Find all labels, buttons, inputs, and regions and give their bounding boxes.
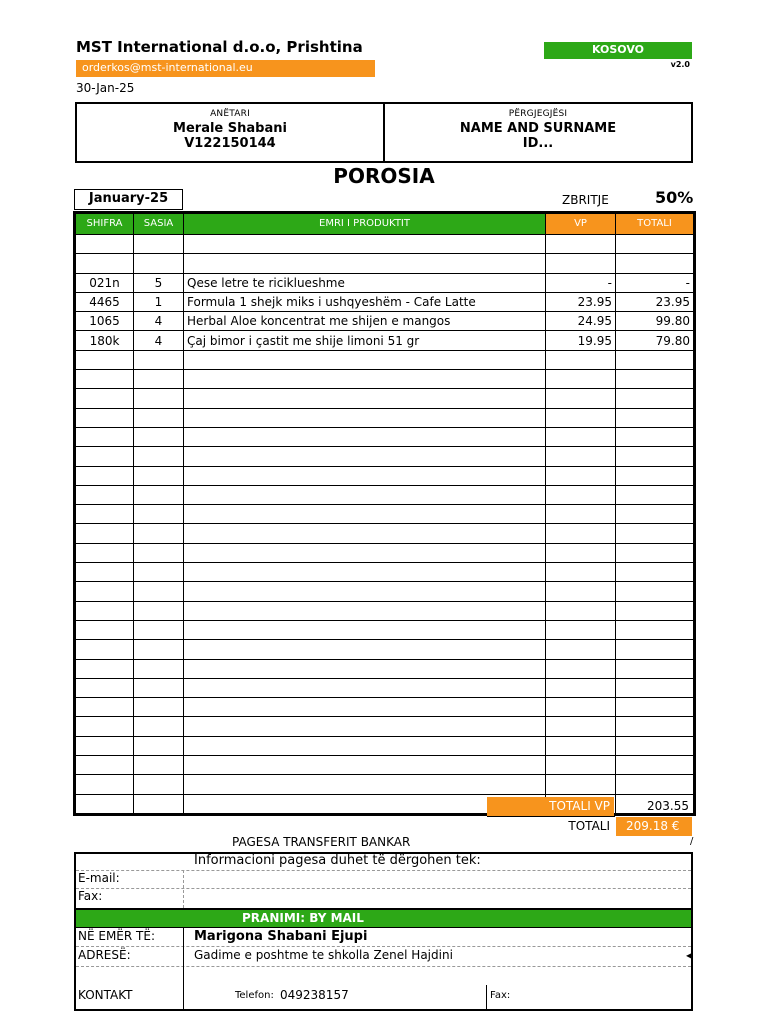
item-code[interactable] (76, 756, 134, 775)
item-vp[interactable] (546, 698, 616, 717)
total-label: TOTALI (568, 819, 610, 833)
item-code[interactable] (76, 370, 134, 389)
item-product-name[interactable] (184, 736, 546, 755)
item-code[interactable] (76, 620, 134, 639)
total-vp-value: 203.55 (647, 799, 689, 813)
item-product-name[interactable] (184, 427, 546, 446)
item-quantity[interactable] (134, 601, 184, 620)
order-email[interactable]: orderkos@mst-international.eu (76, 60, 375, 77)
item-product-name[interactable] (184, 601, 546, 620)
item-quantity[interactable] (134, 698, 184, 717)
item-quantity[interactable] (134, 370, 184, 389)
item-code[interactable] (76, 524, 134, 543)
table-row (76, 466, 694, 485)
discount-label: ZBRITJE (562, 193, 609, 207)
table-row (76, 736, 694, 755)
item-code[interactable]: 021n (76, 273, 134, 292)
item-quantity[interactable] (134, 254, 184, 273)
item-product-name[interactable] (184, 524, 546, 543)
item-quantity[interactable] (134, 563, 184, 582)
item-product-name[interactable] (184, 756, 546, 775)
item-total[interactable] (616, 775, 694, 794)
item-code[interactable] (76, 447, 134, 466)
member-label: ANËTARI (210, 109, 250, 119)
order-month: January-25 (74, 189, 183, 210)
col-header-vp: VP (546, 214, 616, 235)
item-quantity[interactable] (134, 543, 184, 562)
item-quantity[interactable] (134, 235, 184, 254)
item-code[interactable]: 4465 (76, 292, 134, 311)
table-row (76, 601, 694, 620)
item-total[interactable] (616, 756, 694, 775)
item-product-name[interactable]: Çaj bimor i çastit me shije limoni 51 gr (184, 331, 546, 350)
item-vp[interactable] (546, 524, 616, 543)
item-code[interactable] (76, 543, 134, 562)
item-quantity[interactable] (134, 466, 184, 485)
item-code[interactable] (76, 350, 134, 369)
item-product-name[interactable] (184, 485, 546, 504)
table-row (76, 563, 694, 582)
payment-title: PAGESA TRANSFERIT BANKAR (232, 835, 411, 849)
item-quantity[interactable] (134, 505, 184, 524)
recipient-address-label: ADRESË: (78, 948, 131, 962)
item-code[interactable] (76, 466, 134, 485)
contact-label: KONTAKT (78, 988, 133, 1002)
item-total[interactable] (616, 659, 694, 678)
item-vp[interactable] (546, 640, 616, 659)
phone-value: 049238157 (280, 988, 349, 1002)
table-row (76, 331, 694, 350)
responsible-label: PËRGJEGJËSI (508, 109, 568, 119)
item-quantity[interactable] (134, 794, 184, 813)
item-total[interactable] (616, 717, 694, 736)
table-row (76, 678, 694, 697)
item-total[interactable] (616, 601, 694, 620)
item-code[interactable] (76, 601, 134, 620)
item-code[interactable] (76, 775, 134, 794)
item-vp[interactable]: 24.95 (546, 312, 616, 331)
item-vp[interactable] (546, 254, 616, 273)
contact-fax-label: Fax: (490, 990, 511, 1001)
receipt-column-divider (183, 927, 184, 1009)
parties-box (75, 102, 693, 163)
item-quantity[interactable] (134, 408, 184, 427)
item-product-name[interactable] (184, 389, 546, 408)
item-product-name[interactable]: Formula 1 shejk miks i ushqyeshëm - Cafe Latte (184, 292, 546, 311)
item-code[interactable] (76, 563, 134, 582)
tick-mark: / (690, 836, 694, 847)
table-row (76, 717, 694, 736)
item-vp[interactable]: - (546, 273, 616, 292)
item-code[interactable] (76, 427, 134, 446)
item-product-name[interactable]: Qese letre te riciklueshme (184, 273, 546, 292)
fax-column-divider (486, 985, 487, 1009)
item-total[interactable]: 79.80 (616, 331, 694, 350)
item-product-name[interactable] (184, 408, 546, 427)
item-vp[interactable] (546, 736, 616, 755)
item-total[interactable] (616, 408, 694, 427)
table-row (76, 775, 694, 794)
item-code[interactable] (76, 389, 134, 408)
item-total[interactable] (616, 466, 694, 485)
item-quantity[interactable]: 4 (134, 312, 184, 331)
item-code[interactable] (76, 794, 134, 813)
item-product-name[interactable] (184, 466, 546, 485)
item-total[interactable]: 23.95 (616, 292, 694, 311)
item-product-name[interactable] (184, 350, 546, 369)
item-vp[interactable] (546, 485, 616, 504)
responsible-id: ID... (522, 136, 554, 151)
item-total[interactable] (616, 563, 694, 582)
responsible-panel (383, 104, 691, 161)
table-header-row (76, 214, 694, 235)
item-vp[interactable] (546, 447, 616, 466)
col-header-quantity: SASIA (134, 214, 184, 235)
table-row (76, 698, 694, 717)
item-vp[interactable] (546, 235, 616, 254)
responsible-name: NAME AND SURNAME (459, 121, 617, 136)
item-total[interactable] (616, 736, 694, 755)
item-code[interactable] (76, 717, 134, 736)
item-quantity[interactable] (134, 678, 184, 697)
item-code[interactable]: 1065 (76, 312, 134, 331)
item-product-name[interactable] (184, 640, 546, 659)
item-code[interactable]: 180k (76, 331, 134, 350)
item-total[interactable] (616, 389, 694, 408)
item-quantity[interactable] (134, 775, 184, 794)
item-quantity[interactable]: 5 (134, 273, 184, 292)
col-header-code: SHIFRA (76, 214, 134, 235)
phone-label: Telefon: (235, 990, 274, 1001)
item-quantity[interactable] (134, 485, 184, 504)
item-quantity[interactable] (134, 582, 184, 601)
member-name: Merale Shabani (173, 121, 287, 136)
item-vp[interactable] (546, 350, 616, 369)
item-product-name[interactable] (184, 370, 546, 389)
item-code[interactable] (76, 736, 134, 755)
table-row (76, 235, 694, 254)
item-product-name[interactable] (184, 235, 546, 254)
item-vp[interactable] (546, 582, 616, 601)
company-name: MST International d.o.o, Prishtina (76, 38, 363, 56)
order-items-table (75, 213, 694, 814)
item-quantity[interactable] (134, 659, 184, 678)
table-row (76, 254, 694, 273)
receipt-divider (76, 946, 691, 947)
table-row (76, 350, 694, 369)
item-product-name[interactable] (184, 717, 546, 736)
item-quantity[interactable] (134, 389, 184, 408)
item-total[interactable] (616, 350, 694, 369)
table-row (76, 370, 694, 389)
item-total[interactable]: - (616, 273, 694, 292)
item-vp[interactable] (546, 775, 616, 794)
receipt-divider (76, 927, 691, 928)
item-vp[interactable]: 19.95 (546, 331, 616, 350)
table-row (76, 756, 694, 775)
item-product-name[interactable] (184, 659, 546, 678)
item-product-name[interactable] (184, 698, 546, 717)
payment-column-divider (183, 870, 184, 908)
col-header-product: EMRI I PRODUKTIT (184, 214, 546, 235)
recipient-name-label: NË EMËR TË: (78, 929, 155, 943)
item-product-name[interactable]: Herbal Aloe koncentrat me shijen e mangos (184, 312, 546, 331)
discount-value: 50% (655, 188, 694, 207)
item-vp[interactable] (546, 427, 616, 446)
item-vp[interactable] (546, 466, 616, 485)
table-row (76, 292, 694, 311)
item-total[interactable] (616, 485, 694, 504)
receipt-header: PRANIMI: BY MAIL (76, 910, 691, 927)
item-code[interactable] (76, 254, 134, 273)
table-row (76, 659, 694, 678)
item-total[interactable] (616, 235, 694, 254)
item-product-name[interactable] (184, 447, 546, 466)
item-total[interactable]: 99.80 (616, 312, 694, 331)
table-row (76, 524, 694, 543)
item-total[interactable] (616, 620, 694, 639)
item-total[interactable] (616, 698, 694, 717)
item-total[interactable] (616, 678, 694, 697)
item-product-name[interactable] (184, 620, 546, 639)
recipient-name: Marigona Shabani Ejupi (194, 929, 368, 944)
item-quantity[interactable] (134, 717, 184, 736)
item-code[interactable] (76, 659, 134, 678)
item-quantity[interactable] (134, 620, 184, 639)
table-row (76, 408, 694, 427)
item-code[interactable] (76, 640, 134, 659)
item-total[interactable] (616, 254, 694, 273)
item-product-name[interactable] (184, 543, 546, 562)
item-code[interactable] (76, 485, 134, 504)
item-total[interactable] (616, 640, 694, 659)
item-quantity[interactable]: 4 (134, 331, 184, 350)
order-date: 30-Jan-25 (76, 81, 135, 95)
item-total[interactable] (616, 543, 694, 562)
item-vp[interactable]: 23.95 (546, 292, 616, 311)
table-row (76, 447, 694, 466)
item-vp[interactable] (546, 370, 616, 389)
item-vp[interactable] (546, 717, 616, 736)
item-vp[interactable] (546, 408, 616, 427)
item-code[interactable] (76, 698, 134, 717)
total-vp-label: TOTALI VP (487, 797, 614, 816)
item-vp[interactable] (546, 601, 616, 620)
item-vp[interactable] (546, 620, 616, 639)
payment-fax-label: Fax: (78, 889, 103, 903)
item-product-name[interactable] (184, 678, 546, 697)
col-header-total: TOTALI (616, 214, 694, 235)
item-product-name[interactable] (184, 505, 546, 524)
item-product-name[interactable] (184, 563, 546, 582)
item-total[interactable] (616, 370, 694, 389)
item-product-name[interactable] (184, 582, 546, 601)
version-label: v2.0 (670, 60, 690, 69)
item-code[interactable] (76, 505, 134, 524)
receipt-divider (76, 966, 691, 967)
member-panel (77, 104, 383, 161)
item-quantity[interactable] (134, 427, 184, 446)
table-row (76, 620, 694, 639)
item-vp[interactable] (546, 505, 616, 524)
table-row (76, 640, 694, 659)
item-product-name[interactable] (184, 254, 546, 273)
item-vp[interactable] (546, 389, 616, 408)
item-vp[interactable] (546, 659, 616, 678)
payment-fax-field[interactable] (185, 889, 690, 906)
total-value: 209.18 € (616, 817, 692, 836)
table-row (76, 582, 694, 601)
recipient-address: Gadime e poshtme te shkolla Zenel Hajdini (194, 948, 453, 962)
country-badge: KOSOVO (544, 42, 692, 59)
item-total[interactable] (616, 427, 694, 446)
table-row (76, 543, 694, 562)
item-vp[interactable] (546, 678, 616, 697)
item-total[interactable] (616, 447, 694, 466)
caret-left-icon: ◀ (686, 951, 693, 960)
item-quantity[interactable] (134, 736, 184, 755)
item-total[interactable] (616, 582, 694, 601)
member-id: V122150144 (184, 136, 276, 151)
item-quantity[interactable] (134, 447, 184, 466)
item-code[interactable] (76, 235, 134, 254)
item-vp[interactable] (546, 756, 616, 775)
item-total[interactable] (616, 524, 694, 543)
table-row (76, 389, 694, 408)
item-quantity[interactable] (134, 524, 184, 543)
item-quantity[interactable] (134, 756, 184, 775)
table-row (76, 427, 694, 446)
item-quantity[interactable]: 1 (134, 292, 184, 311)
order-title: POROSIA (333, 164, 435, 188)
table-row (76, 505, 694, 524)
item-code[interactable] (76, 678, 134, 697)
item-quantity[interactable] (134, 350, 184, 369)
item-quantity[interactable] (134, 640, 184, 659)
item-code[interactable] (76, 582, 134, 601)
payment-email-field[interactable] (185, 871, 690, 887)
table-row (76, 485, 694, 504)
item-code[interactable] (76, 408, 134, 427)
item-vp[interactable] (546, 563, 616, 582)
table-row (76, 273, 694, 292)
table-row (76, 312, 694, 331)
item-vp[interactable] (546, 543, 616, 562)
item-total[interactable] (616, 505, 694, 524)
payment-info: Informacioni pagesa duhet të dërgohen tek: (194, 853, 481, 868)
payment-email-label: E-mail: (78, 871, 120, 885)
item-product-name[interactable] (184, 775, 546, 794)
